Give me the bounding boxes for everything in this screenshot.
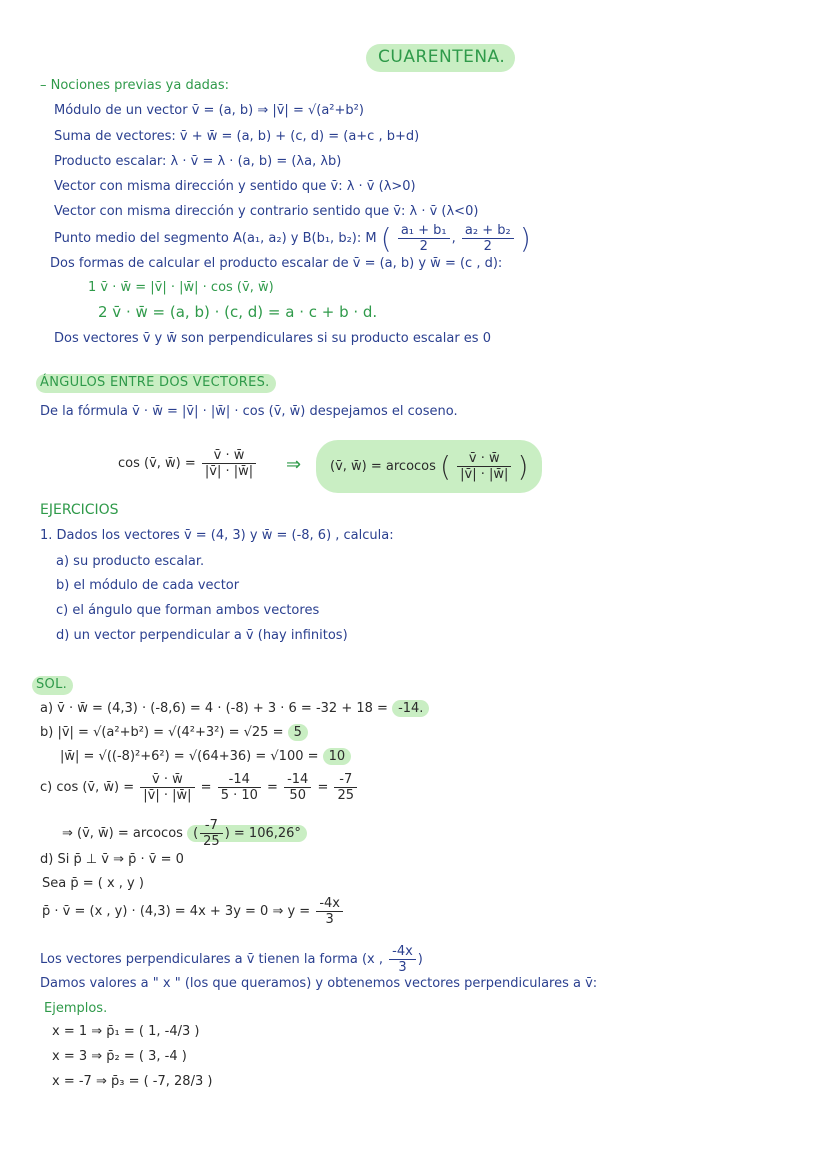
previas-line-contrario-sentido: Vector con misma dirección y contrario sentido que v̄: λ · v̄ (λ<0) (54, 204, 479, 219)
sol-c-frac-4: $\frac{-7}{25}$ (334, 772, 357, 803)
ejemplo-2: x = 3 ⇒ p̄₂ = ( 3, -4 ) (52, 1049, 187, 1064)
sol-c2: ⇒ (v̄, w̄) = arcocos ( $\frac{-7}{25}$ ) = 106,26° (62, 818, 307, 849)
ejercicio-item-c: c) el ángulo que forman ambos vectores (56, 603, 320, 618)
ejercicio-enunciado: 1. Dados los vectores v̄ = (4, 3) y w̄ = (-8, 6) , calcula: (40, 528, 394, 543)
sol-a-result: -14. (392, 700, 429, 717)
previas-line-mismo-sentido: Vector con misma dirección y sentido que v̄: λ · v̄ (λ>0) (54, 179, 416, 194)
sol-b2: |w̄| = √((-8)²+6²) = √(64+36) = √100 = 10 (60, 749, 351, 764)
sol-a: a) v̄ · w̄ = (4,3) · (-8,6) = 4 · (-8) + 3 · 6 = -32 + 18 = -14. (40, 701, 429, 716)
sol-b1-result: 5 (288, 724, 308, 741)
sol-heading: SOL. (32, 676, 73, 695)
sol-d1: d) Si p̄ ⊥ v̄ ⇒ p̄ · v̄ = 0 (40, 852, 184, 867)
arcocos-result-box: (v̄, w̄) = arcocos ( $\frac{v̄ \cdot w̄}{|v̄| \cdot |w̄|}$ ) (316, 440, 542, 493)
sol-c2-result: = 106,26° (233, 826, 301, 841)
sol-d2: Sea p̄ = ( x , y ) (42, 876, 144, 891)
previas-heading: – Nociones previas ya dadas: (40, 78, 230, 93)
damos-valores: Damos valores a " x " (los que queramos) y obtenemos vectores perpendiculares a v̄: (40, 976, 598, 991)
sol-c-frac-3: $\frac{-14}{50}$ (284, 772, 311, 803)
ejercicios-heading: EJERCICIOS (40, 502, 119, 518)
ejemplos-label: Ejemplos. (44, 1001, 108, 1016)
previas-line-modulo: Módulo de un vector v̄ = (a, b) ⇒ |v̄| = √(a²+b²) (54, 103, 364, 118)
punto-medio-frac-2: $\frac{\text{a₂ + b₂}}{2}$ (462, 223, 514, 254)
forma-2: 2 v̄ · w̄ = (a, b) · (c, d) = a · c + b · d. (98, 303, 378, 321)
sol-c2-frac: $\frac{-7}{25}$ (200, 818, 223, 849)
sol-c: c) cos (v̄, w̄) = $\frac{v̄ \cdot w̄}{|v̄| \cdot |w̄|}$ = $\frac{-14}{5 \cdot 10}$ = $\frac{-14}{50}$ = $\frac{-7}{25}$ (40, 772, 359, 803)
ejemplo-3: x = -7 ⇒ p̄₃ = ( -7, 28/3 ) (52, 1074, 213, 1089)
perpendiculares-line: Dos vectores v̄ y w̄ son perpendiculares si su producto escalar es 0 (54, 331, 491, 346)
forma-perpendiculares: Los vectores perpendiculares a v̄ tienen la forma (x , $\frac{-4x}{3}$ ) (40, 944, 423, 975)
angulos-heading: ÁNGULOS ENTRE DOS VECTORES. (36, 374, 276, 393)
sol-d3-frac: $\frac{-4x}{3}$ (316, 896, 343, 927)
sol-b2-result: 10 (323, 748, 352, 765)
arcocos-fraction: $\frac{v̄ \cdot w̄}{|v̄| \cdot |w̄|}$ (457, 451, 511, 482)
forma-frac: $\frac{-4x}{3}$ (389, 944, 416, 975)
dos-formas-line: Dos formas de calcular el producto escalar de v̄ = (a, b) y w̄ = (c , d): (50, 256, 503, 271)
ejercicio-item-b: b) el módulo de cada vector (56, 578, 240, 593)
cos-fraction: $\frac{v̄ \cdot w̄}{|v̄| \cdot |w̄|}$ (202, 448, 256, 479)
sol-c-frac-2: $\frac{-14}{5 \cdot 10}$ (218, 772, 261, 803)
previas-line-suma: Suma de vectores: v̄ + w̄ = (a, b) + (c, d) = (a+c , b+d) (54, 129, 420, 144)
angulos-intro: De la fórmula v̄ · w̄ = |v̄| · |w̄| · cos (v̄, w̄) despejamos el coseno. (40, 404, 458, 419)
punto-medio-line: Punto medio del segmento A(a₁, a₂) y B(b₁, b₂): M ( $\frac{\text{a₁ + b₁}}{2}$ , $\frac{\text{a₂ + b₂}}{2}$ ) (54, 222, 531, 255)
sol-c-frac-1: $\frac{v̄ \cdot w̄}{|v̄| \cdot |w̄|}$ (140, 772, 194, 803)
previas-line-producto: Producto escalar: λ · v̄ = λ · (a, b) = (λa, λb) (54, 154, 342, 169)
sol-b1: b) |v̄| = √(a²+b²) = √(4²+3²) = √25 = 5 (40, 725, 308, 740)
forma-1: 1 v̄ · w̄ = |v̄| · |w̄| · cos (v̄, w̄) (88, 280, 274, 295)
sol-d3: p̄ · v̄ = (x , y) · (4,3) = 4x + 3y = 0 ⇒ y = $\frac{-4x}{3}$ (42, 896, 345, 927)
punto-medio-frac-1: $\frac{\text{a₁ + b₁}}{2}$ (398, 223, 450, 254)
punto-medio-label: Punto medio del segmento A(a₁, a₂) y B(b₁, b₂): M (54, 231, 377, 246)
implies-arrow: ⇒ (286, 454, 302, 475)
cos-formula: cos (v̄, w̄) = $\frac{v̄ \cdot w̄}{|v̄| \cdot |w̄|}$ (118, 448, 258, 479)
ejercicio-item-d: d) un vector perpendicular a v̄ (hay infinitos) (56, 628, 348, 643)
page-title: CUARENTENA. (366, 44, 515, 72)
sol-c2-result-highlight: ( $\frac{-7}{25}$ ) = 106,26° (187, 825, 307, 842)
ejemplo-1: x = 1 ⇒ p̄₁ = ( 1, -4/3 ) (52, 1024, 200, 1039)
ejercicio-item-a: a) su producto escalar. (56, 554, 205, 569)
